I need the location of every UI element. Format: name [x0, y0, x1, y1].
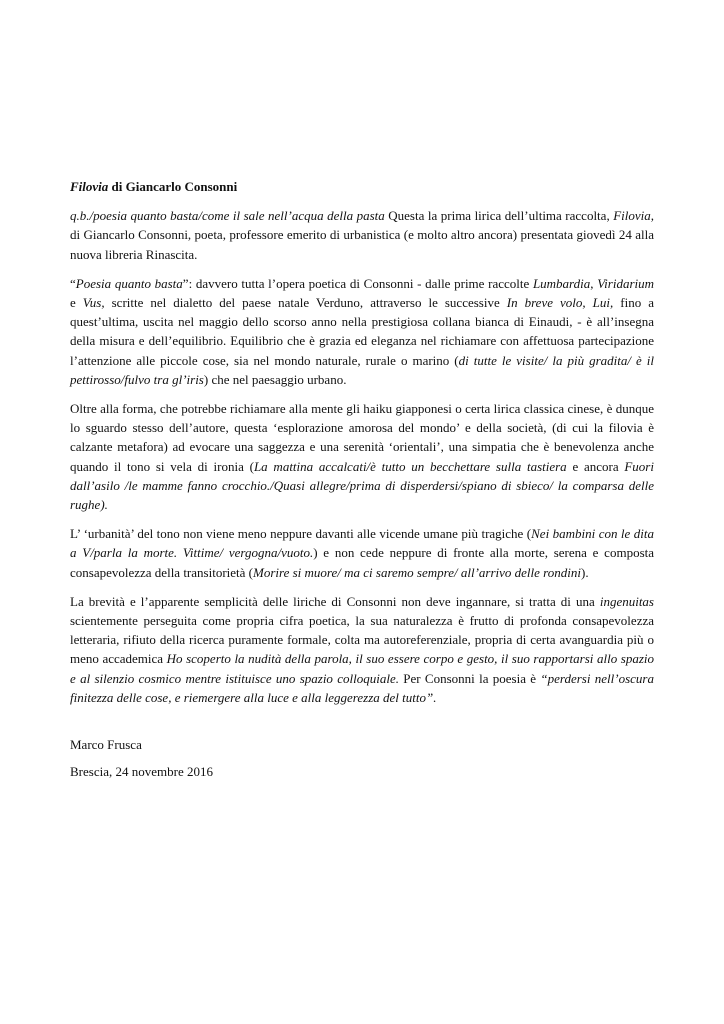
title-book-name: Filovia: [70, 179, 109, 194]
quote-italic: Vus,: [82, 295, 105, 311]
text-run: Per Consonni la poesia è: [398, 670, 541, 686]
quote-italic: La mattina accalcati/è tutto un becchettare sulla tastiera: [253, 458, 567, 474]
quote-italic: Nei bambini con le dita a V/parla la morte. Vittime/ vergogna/vuoto.: [70, 526, 654, 561]
text-run: ,: [590, 275, 598, 291]
paragraph: [70, 592, 654, 707]
text-run: e: [70, 295, 83, 311]
quote-italic: Morire si muore/ ma ci saremo sempre/ all’arrivo delle rondini: [253, 564, 581, 580]
paragraph: [70, 524, 654, 582]
place-date: Brescia, 24 novembre 2016: [70, 764, 213, 780]
quote-italic: Poesia quanto basta: [75, 275, 183, 291]
quote-italic: In breve volo, Lui,: [506, 295, 614, 311]
text-run: fino a quest’ultima, uscita nel maggio dello scorso anno nella prestigiosa collana bianca di Einaudi, - è all’insegna della misura e dell’equilibrio. Equilibrio che è grazia ed eleganza nel richiamare con affettuosa partecipazione l’attenzione alle piccole cose, sia nel mondo naturale, rurale o marino (: [70, 295, 654, 368]
paragraph: [70, 274, 654, 389]
quote-italic: “perdersi nell’oscura finitezza delle cose, e riemergere alla luce e alla leggerezza del tutto”.: [70, 670, 654, 705]
text-run: Questa la prima lirica dell’ultima raccolta,: [384, 208, 614, 224]
quote-italic: Filovia,: [613, 208, 654, 224]
text-run: L’ ‘urbanità’ del tono non viene meno neppure davanti alle vicende umane più tragiche (: [70, 526, 532, 542]
text-run: e ancora: [566, 458, 625, 474]
text-run: ) che nel paesaggio urbano.: [203, 371, 347, 387]
quote-italic: Lumbardia: [532, 275, 591, 291]
quote-italic: Ho scoperto la nudità della parola, il suo essere corpo e gesto, il suo rapportarsi allo spazio e al silenzio cosmico mentre istituisce uno spazio colloquiale.: [70, 651, 654, 686]
text-run: ”: davvero tutta l’opera poetica di Consonni - dalle prime raccolte: [182, 275, 533, 291]
text-run: “: [70, 275, 76, 291]
article-title: [70, 177, 654, 196]
signature: Marco Frusca: [70, 737, 142, 753]
article-paragraphs: [70, 206, 654, 707]
quote-italic: di tutte le visite/ la più gradita/ è il pettirosso/fulvo tra gl’iris: [70, 352, 654, 387]
paragraph: [70, 399, 654, 514]
text-run: Oltre alla forma, che potrebbe richiamare alla mente gli haiku giapponesi o certa lirica classica cinese, è dunque lo sguardo stesso dell’autore, questa ‘esplorazione amorosa del mondo’ e della società, (di cui la filovia è calzante metafora) ad evocare una saggezza e una serenità ‘orientali’, una simpatia che è benevolenza anche quando il tono si vela di ironia (: [70, 401, 654, 474]
article-body: [70, 177, 654, 781]
text-run: scientemente perseguita come propria cifra poetica, la sua naturalezza è frutto di profonda consapevolezza letteraria, rifiuto della ricerca puramente formale, colta ma autoreferenziale, propria di certa avanguardia più o meno accademica: [70, 613, 654, 667]
text-run: di Giancarlo Consonni, poeta, professore emerito di urbanistica (e molto altro ancora) presentata giovedì 24 alla nuova libreria Rinascita.: [70, 227, 654, 262]
title-author: di Giancarlo Consonni: [108, 179, 238, 194]
quote-italic: q.b./poesia quanto basta/come il sale nell’acqua della pasta: [70, 208, 385, 224]
quote-italic: Fuori dall’asilo /le mamme fanno crocchio./Quasi allegre/prima di disperdersi/spiano di sbieco/ la comparsa delle rughe).: [70, 458, 654, 513]
quote-italic: ingenuitas: [599, 593, 654, 609]
text-run: La brevità e l’apparente semplicità delle liriche di Consonni non deve ingannare, si tratta di una: [70, 593, 600, 609]
text-run: scritte nel dialetto del paese natale Verduno, attraverso le successive: [104, 295, 507, 311]
paragraph: [70, 206, 654, 264]
text-run: ) e non cede neppure di fronte alla morte, serena e composta consapevolezza della transitorietà (: [70, 545, 655, 580]
text-run: ).: [580, 564, 589, 580]
quote-italic: Viridarium: [597, 275, 655, 291]
